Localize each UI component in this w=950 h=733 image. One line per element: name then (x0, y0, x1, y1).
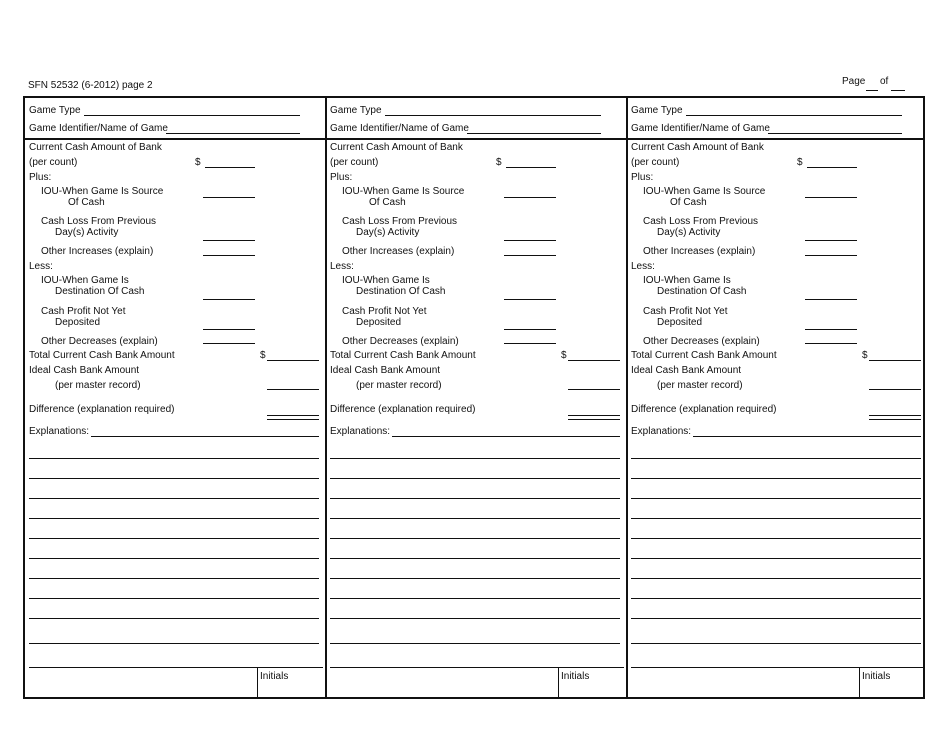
iou-destination-label-2: Destination Of Cash (356, 286, 446, 297)
less-label: Less: (330, 261, 354, 272)
other-increases-field[interactable] (504, 255, 556, 256)
initials-box-top (330, 667, 624, 668)
iou-destination-field[interactable] (805, 299, 857, 300)
page-number-field[interactable] (866, 90, 878, 91)
total-current-label: Total Current Cash Bank Amount (29, 350, 175, 361)
form-frame (23, 96, 925, 699)
explanation-line[interactable] (29, 478, 319, 479)
plus-label: Plus: (330, 172, 353, 183)
game-type-field[interactable] (84, 115, 300, 116)
plus-label: Plus: (631, 172, 654, 183)
explanation-line[interactable] (392, 436, 620, 437)
page-total-field[interactable] (891, 90, 905, 91)
explanation-line[interactable] (330, 538, 620, 539)
difference-field[interactable] (568, 415, 620, 420)
total-current-label: Total Current Cash Bank Amount (330, 350, 476, 361)
explanation-line[interactable] (29, 578, 319, 579)
initials-label: Initials (260, 671, 289, 682)
game-identifier-label: Game Identifier/Name of Game (631, 123, 770, 134)
cash-loss-label-2: Day(s) Activity (356, 227, 420, 238)
dollar-sign: $ (496, 157, 502, 168)
other-decreases-label: Other Decreases (explain) (342, 336, 459, 347)
explanation-line[interactable] (29, 643, 319, 644)
other-decreases-field[interactable] (504, 343, 556, 344)
cash-profit-field[interactable] (203, 329, 255, 330)
iou-destination-label-2: Destination Of Cash (55, 286, 145, 297)
explanation-line[interactable] (693, 436, 921, 437)
iou-source-field[interactable] (203, 197, 255, 198)
explanation-line[interactable] (631, 618, 921, 619)
cash-profit-label-2: Deposited (356, 317, 402, 328)
explanation-line[interactable] (330, 458, 620, 459)
explanation-line[interactable] (330, 578, 620, 579)
cash-loss-label-2: Day(s) Activity (657, 227, 721, 238)
iou-source-label-2: Of Cash (369, 197, 406, 208)
other-decreases-field[interactable] (203, 343, 255, 344)
cash-profit-label: Cash Profit Not Yet (643, 306, 728, 317)
current-cash-label: Current Cash Amount of Bank (29, 142, 162, 153)
other-increases-label: Other Increases (explain) (342, 246, 455, 257)
explanations-label: Explanations: (631, 426, 692, 437)
iou-source-field[interactable] (805, 197, 857, 198)
form-column-1 (25, 98, 325, 697)
per-master-record-label: (per master record) (55, 380, 141, 391)
iou-destination-label: IOU-When Game Is (643, 275, 731, 286)
current-cash-field[interactable] (807, 167, 857, 168)
explanation-line[interactable] (91, 436, 319, 437)
other-decreases-field[interactable] (805, 343, 857, 344)
total-current-field[interactable] (869, 360, 921, 361)
other-increases-field[interactable] (203, 255, 255, 256)
initials-box-top (631, 667, 925, 668)
total-current-field[interactable] (267, 360, 319, 361)
iou-destination-field[interactable] (504, 299, 556, 300)
explanation-line[interactable] (330, 498, 620, 499)
game-type-field[interactable] (385, 115, 601, 116)
cash-loss-label: Cash Loss From Previous (643, 216, 759, 227)
explanation-line[interactable] (29, 498, 319, 499)
cash-loss-label-2: Day(s) Activity (55, 227, 119, 238)
per-master-record-label: (per master record) (356, 380, 442, 391)
ideal-cash-label: Ideal Cash Bank Amount (330, 365, 441, 376)
current-cash-label: Current Cash Amount of Bank (330, 142, 463, 153)
current-cash-label: Current Cash Amount of Bank (631, 142, 764, 153)
initials-box-divider (859, 667, 860, 699)
current-cash-field[interactable] (205, 167, 255, 168)
form-column-2 (326, 98, 626, 697)
explanation-line[interactable] (29, 598, 319, 599)
initials-box-divider (558, 667, 559, 699)
explanation-line[interactable] (631, 538, 921, 539)
game-identifier-field[interactable] (768, 133, 902, 134)
game-type-label: Game Type (330, 105, 382, 116)
initials-label: Initials (561, 671, 590, 682)
explanation-line[interactable] (29, 538, 319, 539)
page-label: Page (842, 76, 866, 87)
explanation-line[interactable] (631, 518, 921, 519)
explanation-line[interactable] (631, 478, 921, 479)
difference-field[interactable] (267, 415, 319, 420)
explanation-line[interactable] (330, 478, 620, 479)
dollar-sign: $ (862, 350, 868, 361)
other-increases-label: Other Increases (explain) (41, 246, 154, 257)
form-column-3 (627, 98, 927, 697)
current-cash-field[interactable] (506, 167, 556, 168)
cash-loss-label: Cash Loss From Previous (41, 216, 157, 227)
less-label: Less: (29, 261, 53, 272)
form-id: SFN 52532 (6-2012) page 2 (28, 80, 153, 91)
explanation-line[interactable] (29, 458, 319, 459)
other-increases-field[interactable] (805, 255, 857, 256)
cash-profit-field[interactable] (805, 329, 857, 330)
cash-loss-label: Cash Loss From Previous (342, 216, 458, 227)
game-type-field[interactable] (686, 115, 902, 116)
explanation-line[interactable] (330, 643, 620, 644)
cash-loss-field[interactable] (203, 240, 255, 241)
explanations-label: Explanations: (29, 426, 90, 437)
cash-profit-label: Cash Profit Not Yet (342, 306, 427, 317)
explanation-line[interactable] (330, 558, 620, 559)
iou-source-field[interactable] (504, 197, 556, 198)
cash-profit-field[interactable] (504, 329, 556, 330)
iou-source-label: IOU-When Game Is Source (41, 186, 164, 197)
total-current-label: Total Current Cash Bank Amount (631, 350, 777, 361)
plus-label: Plus: (29, 172, 52, 183)
game-identifier-label: Game Identifier/Name of Game (29, 123, 168, 134)
difference-label: Difference (explanation required) (330, 404, 476, 415)
initials-label: Initials (862, 671, 891, 682)
per-count-label: (per count) (330, 157, 379, 168)
ideal-cash-field[interactable] (869, 389, 921, 390)
cash-profit-label-2: Deposited (55, 317, 101, 328)
explanation-line[interactable] (631, 578, 921, 579)
iou-destination-label-2: Destination Of Cash (657, 286, 747, 297)
iou-source-label: IOU-When Game Is Source (342, 186, 465, 197)
per-count-label: (per count) (29, 157, 78, 168)
explanation-line[interactable] (29, 558, 319, 559)
game-identifier-label: Game Identifier/Name of Game (330, 123, 469, 134)
explanation-line[interactable] (631, 598, 921, 599)
iou-source-label-2: Of Cash (670, 197, 707, 208)
cash-profit-label: Cash Profit Not Yet (41, 306, 126, 317)
cash-loss-field[interactable] (805, 240, 857, 241)
game-type-label: Game Type (29, 105, 81, 116)
explanation-line[interactable] (29, 618, 319, 619)
difference-label: Difference (explanation required) (631, 404, 777, 415)
dollar-sign: $ (561, 350, 567, 361)
game-identifier-field[interactable] (166, 133, 300, 134)
explanation-line[interactable] (29, 518, 319, 519)
other-decreases-label: Other Decreases (explain) (41, 336, 158, 347)
explanation-line[interactable] (631, 498, 921, 499)
explanation-line[interactable] (330, 598, 620, 599)
per-count-label: (per count) (631, 157, 680, 168)
ideal-cash-label: Ideal Cash Bank Amount (29, 365, 140, 376)
per-master-record-label: (per master record) (657, 380, 743, 391)
dollar-sign: $ (797, 157, 803, 168)
of-label: of (880, 76, 889, 87)
ideal-cash-field[interactable] (568, 389, 620, 390)
total-current-field[interactable] (568, 360, 620, 361)
explanation-line[interactable] (330, 518, 620, 519)
explanation-line[interactable] (631, 558, 921, 559)
ideal-cash-field[interactable] (267, 389, 319, 390)
iou-destination-field[interactable] (203, 299, 255, 300)
dollar-sign: $ (195, 157, 201, 168)
dollar-sign: $ (260, 350, 266, 361)
iou-destination-label: IOU-When Game Is (41, 275, 129, 286)
explanations-label: Explanations: (330, 426, 391, 437)
initials-box-top (29, 667, 323, 668)
other-decreases-label: Other Decreases (explain) (643, 336, 760, 347)
cash-loss-field[interactable] (504, 240, 556, 241)
cash-profit-label-2: Deposited (657, 317, 703, 328)
difference-field[interactable] (869, 415, 921, 420)
explanation-line[interactable] (631, 643, 921, 644)
other-increases-label: Other Increases (explain) (643, 246, 756, 257)
difference-label: Difference (explanation required) (29, 404, 175, 415)
game-type-label: Game Type (631, 105, 683, 116)
iou-source-label: IOU-When Game Is Source (643, 186, 766, 197)
ideal-cash-label: Ideal Cash Bank Amount (631, 365, 742, 376)
explanation-line[interactable] (631, 458, 921, 459)
initials-box-divider (257, 667, 258, 699)
game-identifier-field[interactable] (467, 133, 601, 134)
iou-source-label-2: Of Cash (68, 197, 105, 208)
explanation-line[interactable] (330, 618, 620, 619)
iou-destination-label: IOU-When Game Is (342, 275, 430, 286)
less-label: Less: (631, 261, 655, 272)
